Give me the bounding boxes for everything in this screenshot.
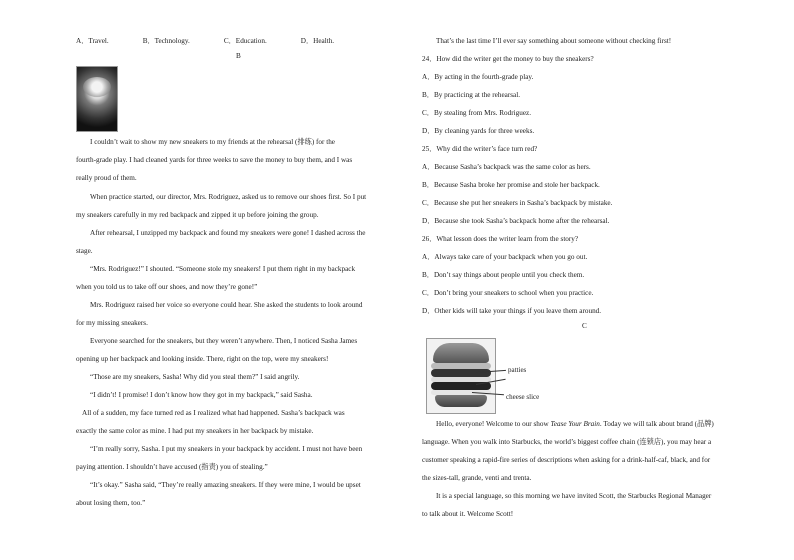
section-label-c: C: [582, 322, 587, 330]
cheese-slice-label: cheese slice: [506, 393, 540, 401]
q24-option-a: A．By acting in the fourth-grade play.: [422, 73, 534, 81]
passage-c-line: language. When you walk into Starbucks, the world’s biggest coffee chain (连锁店), you may hear a: [422, 438, 712, 446]
passage-c-line: the sizes-tall, grande, venti and trenta.: [422, 474, 532, 482]
passage-line: really proud of them.: [76, 174, 137, 182]
passage-c-line: to talk about it. Welcome Scott!: [422, 510, 514, 518]
passage-c-line: customer speaking a rapid-fire series of descriptions when asking for a drink-half-caf, black, and for: [422, 456, 711, 464]
passage-line: my sneakers carefully in my red backpack and zipped it up before joining the group.: [76, 211, 319, 219]
passage-line: “It’s okay.” Sasha said, “They’re really amazing sneakers. If they were mine, I would be upset: [90, 481, 361, 489]
passage-c-text: . Today we will talk about brand (品牌): [599, 420, 714, 428]
show-title: Tease Your Brain: [550, 420, 600, 428]
q25-option-a: A．Because Sasha’s backpack was the same color as hers.: [422, 163, 591, 171]
option-b: B．Technology.: [142, 37, 190, 45]
option-a: A．Travel.: [76, 37, 109, 45]
option-c: C．Education.: [223, 37, 267, 45]
passage-line: “I didn’t! I promise! I don’t know how they got in my backpack,” said Sasha.: [90, 391, 313, 399]
previous-question-options: [76, 37, 368, 46]
passage-line: stage.: [76, 247, 93, 255]
q24-option-b: B．By practicing at the rehearsal.: [422, 91, 520, 99]
backpack-photo: [76, 66, 118, 132]
passage-line: opening up her backpack and looking inside. There, right on the top, were my sneakers!: [76, 355, 329, 363]
passage-c-line: It is a special language, so this morning we have invited Scott, the Starbucks Regional Manager: [436, 492, 712, 500]
burger-photo: [426, 338, 496, 414]
passage-c-text: Hello, everyone! Welcome to our show: [436, 420, 551, 428]
passage-line: All of a sudden, my face turned red as I realized what had happened. Sasha’s backpack was: [82, 409, 345, 417]
option-d: D．Health.: [300, 37, 335, 45]
q24-option-c: C．By stealing from Mrs. Rodriguez.: [422, 109, 531, 117]
passage-c-line: [422, 420, 714, 429]
q25-option-c: C．Because she put her sneakers in Sasha’s backpack by mistake.: [422, 199, 613, 207]
passage-line: When practice started, our director, Mrs. Rodriguez, asked us to remove our shoes first. So I put: [90, 193, 367, 201]
passage-line: paying attention. I shouldn’t have accused (指责) you of stealing.”: [76, 463, 268, 471]
question-26: 26．What lesson does the writer learn from the story?: [422, 235, 579, 243]
question-25: 25．Why did the writer’s face turn red?: [422, 145, 538, 153]
question-24: 24．How did the writer get the money to buy the sneakers?: [422, 55, 594, 63]
passage-line: “Mrs. Rodriguez!” I shouted. “Someone stole my sneakers! I put them right in my backpack: [90, 265, 356, 273]
q24-option-d: D．By cleaning yards for three weeks.: [422, 127, 535, 135]
section-label-b: B: [236, 52, 241, 60]
closing-line: That’s the last time I’ll ever say something about someone without checking first!: [436, 37, 672, 45]
passage-line: “Those are my sneakers, Sasha! Why did you steal them?” I said angrily.: [90, 373, 300, 381]
passage-line: for my missing sneakers.: [76, 319, 148, 327]
passage-line: when you told us to take off our shoes, and now they’re gone!”: [76, 283, 258, 291]
passage-line: “I’m really sorry, Sasha. I put my sneakers in your backpack by accident. I must not have been: [90, 445, 363, 453]
passage-line: I couldn’t wait to show my new sneakers to my friends at the rehearsal (排练) for the: [90, 138, 335, 146]
passage-line: After rehearsal, I unzipped my backpack and found my sneakers were gone! I dashed across the: [90, 229, 366, 237]
q25-option-d: D．Because she took Sasha’s backpack home after the rehearsal.: [422, 217, 610, 225]
passage-line: Everyone searched for the sneakers, but they weren’t anywhere. Then, I noticed Sasha James: [90, 337, 358, 345]
q26-option-b: B．Don’t say things about people until you check them.: [422, 271, 585, 279]
patties-label: patties: [508, 366, 527, 374]
passage-line: exactly the same color as mine. I had put my sneakers in her backpack by mistake.: [76, 427, 314, 435]
q26-option-d: D．Other kids will take your things if you leave them around.: [422, 307, 602, 315]
q25-option-b: B．Because Sasha broke her promise and stole her backpack.: [422, 181, 600, 189]
passage-line: Mrs. Rodriguez raised her voice so everyone could hear. She asked the students to look around: [90, 301, 363, 309]
passage-line: fourth-grade play. I had cleaned yards for three weeks to save the money to buy them, and I was: [76, 156, 353, 164]
q26-option-c: C．Don’t bring your sneakers to school when you practice.: [422, 289, 594, 297]
passage-line: about losing them, too.”: [76, 499, 146, 507]
q26-option-a: A．Always take care of your backpack when you go out.: [422, 253, 588, 261]
